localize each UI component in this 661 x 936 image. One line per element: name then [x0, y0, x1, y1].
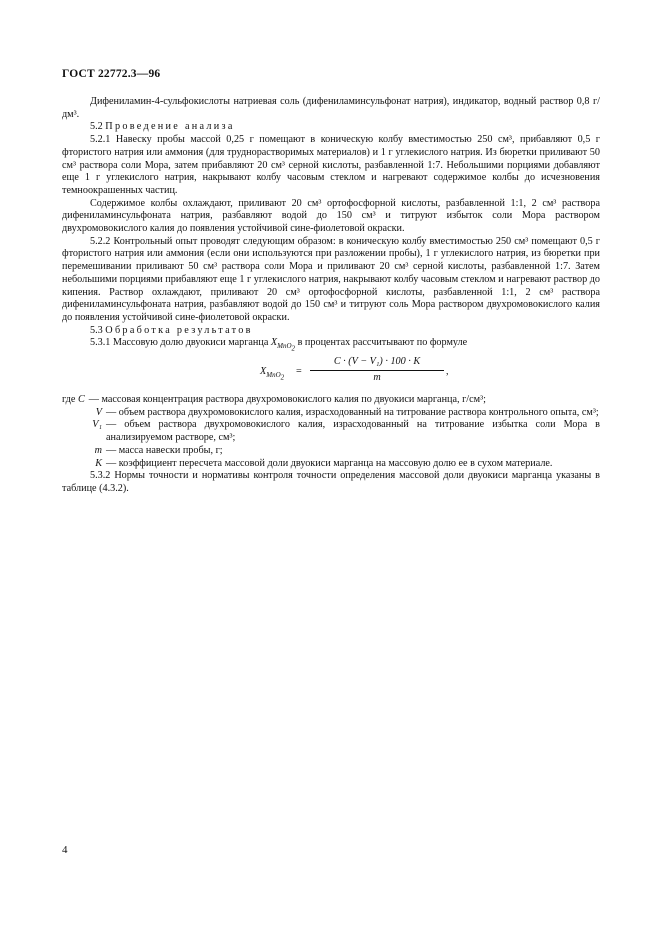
formula — [62, 354, 600, 390]
definition-text: — масса навески пробы, г; — [106, 444, 223, 456]
section-heading-5-3 — [62, 325, 600, 338]
variable-subscript: MnO — [277, 342, 292, 351]
formula-lhs — [260, 366, 285, 382]
variable-subscript: MnO — [266, 371, 281, 380]
paragraph-5-3-1 — [62, 337, 600, 353]
variable-letter: X — [260, 366, 267, 378]
formula-fraction — [310, 356, 444, 384]
variable-subscript-index: 2 — [291, 344, 296, 353]
definition-text: — массовая концентрация раствора двухромовокислого калия по двуокиси марганца, г/см³; — [88, 394, 486, 406]
paragraph-indicator: Дифениламин-4-сульфокислоты натриевая соль (дифениламинсульфонат натрия), индикатор, водный раствор 0,8 г/дм³. — [62, 96, 600, 120]
section-title: Обработка результатов — [105, 324, 253, 336]
variable-letter: X — [270, 337, 278, 349]
formula-denominator: m — [373, 371, 381, 383]
definition-text: — объем раствора двухромовокислого калия, израсходованный на титрование раствора контрольного опыта, см³; — [106, 406, 599, 418]
symbol-letter: C — [77, 394, 85, 406]
definition-item — [62, 407, 600, 420]
definition-symbol: m — [94, 444, 102, 456]
definition-symbol: V — [95, 406, 102, 418]
document-header: ГОСТ 22772.3—96 — [62, 68, 161, 80]
formula-variable-inline — [270, 337, 296, 353]
definition-symbol — [62, 394, 89, 407]
section-heading-5-2 — [62, 121, 600, 134]
definition-text: — коэффициент пересчета массовой доли двуокиси марганца на массовую долю ее в сухом материале. — [106, 457, 553, 469]
section-title: Проведение анализа — [105, 121, 235, 133]
definition-symbol: V₁ — [92, 419, 102, 431]
definition-prefix: где — [62, 394, 76, 406]
definition-text: — объем раствора двухромовокислого калия, израсходованный на титрование избытка соли Мора в анализируемом растворе, см³; — [106, 419, 600, 444]
variable-subscript-index: 2 — [280, 373, 285, 382]
definitions-list — [62, 394, 600, 470]
definition-item — [62, 445, 600, 458]
definition-item — [62, 458, 600, 471]
definition-item — [62, 419, 600, 444]
definition-item — [62, 394, 600, 407]
paragraph-text: 5.3.1 Массовую долю двуокиси марганца — [90, 337, 269, 349]
paragraph-5-3-2: 5.3.2 Нормы точности и нормативы контроля точности определения массовой доли двуокиси марганца указаны в таблице (4.3.2). — [62, 470, 600, 494]
paragraph-text: в процентах рассчитывают по формуле — [297, 337, 468, 349]
formula-comma: , — [446, 366, 449, 378]
page-number: 4 — [62, 844, 68, 856]
definition-symbol: K — [95, 457, 102, 469]
section-number: 5.2 — [90, 121, 103, 133]
formula-equals: = — [296, 366, 302, 378]
formula-numerator: C · (V − V₁) · 100 · K — [310, 356, 444, 371]
section-number: 5.3 — [90, 324, 103, 336]
paragraph-5-2-1: 5.2.1 Навеску пробы массой 0,25 г помещают в коническую колбу вместимостью 250 см³, прибавляют 0,5 г фтористого натрия или аммония (для труднорастворимых материалов) и 1 г углекислого натрия. Из бюретки приливают 50 см³ раствора соли Мора, затем прибавляют 20 см³ серной кислоты, разбавленной 1:7. Небольшими порциями добавляют еще 1 г углекислого натрия, накрывают колбу часовым стеклом и нагревают содержимое колбы до исчезновения темноокрашенных частиц. — [62, 134, 600, 196]
paragraph-5-2-1-continued: Содержимое колбы охлаждают, приливают 20 см³ ортофосфорной кислоты, разбавленной 1:1, 2 см³ раствора дифениламинсульфоната натрия, разбавляют водой до 150 см³ и титруют избыток соли Мора раствором двухромовокислого калия до появления устойчивой сине-фиолетовой окраски. — [62, 197, 600, 235]
paragraph-5-2-2: 5.2.2 Контрольный опыт проводят следующим образом: в коническую колбу вместимостью 250 см³ помещают 0,5 г фтористого натрия или аммония (если они используются при разложении пробы), 1 г углекислого натрия, из бюретки при перемешивании приливают 50 см³ раствора соли Мора и приливают 20 см³ серной кислоты, разбавленной 1:7. Затем небольшими порциями прибавляют еще 1 г углекислого натрия, накрывают колбу часовым стеклом и нагревают раствор до кипения. Раствор охлаждают, приливают 20 см³ ортофосфорной кислоты, разбавленной 1:1, 2 см³ раствора дифениламинсульфоната натрия, разбавляют водой до 150 см³ и титруют соль Мора раствором двухромовокислого калия до появления устойчивой сине-фиолетовой окраски. — [62, 235, 600, 323]
document-body — [62, 96, 600, 496]
